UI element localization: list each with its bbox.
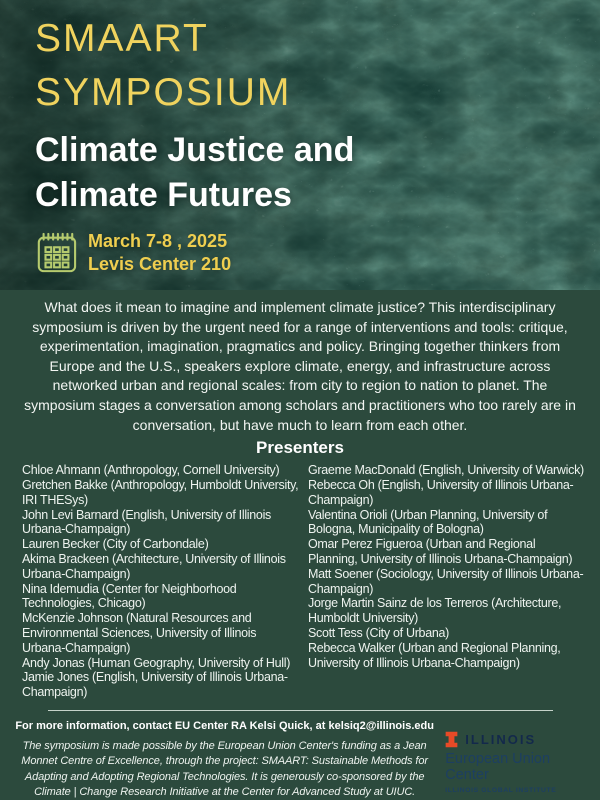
illinois-block-i-icon [445, 731, 458, 748]
presenters-heading: Presenters [256, 438, 344, 458]
illinois-wordmark: ILLINOIS [465, 732, 537, 748]
poster-title [35, 12, 580, 120]
illinois-euc-logo [445, 717, 594, 794]
title-line-2: SYMPOSIUM [35, 71, 292, 114]
presenters-columns [0, 463, 600, 700]
poster-subtitle [35, 128, 580, 218]
presenter-entry: Scott Tess (City of Urbana) [308, 625, 450, 640]
presenters-right-column [308, 463, 586, 700]
title-line-1: SMAART [35, 17, 209, 60]
presenter-entry: Omar Perez Figueroa (Urban and Regional Planning, University of Illinois Urbana-Champaign) [308, 537, 573, 566]
presenter-entry: Rebecca Walker (Urban and Regional Planning, University of Illinois Urbana-Champaign) [308, 640, 561, 670]
footer-row [0, 717, 600, 800]
presenter-entry: Chloe Ahmann (Anthropology, Cornell University) [22, 463, 280, 478]
footer-texts [4, 717, 445, 800]
event-location: Levis Center 210 [88, 254, 232, 274]
calendar-icon [35, 232, 77, 274]
presenter-entry: Nina Idemudia (Center for Neighborhood Technologies, Chicago) [22, 581, 237, 611]
hero-content [0, 0, 600, 276]
presenter-entry: Valentina Orioli (Urban Planning, University of Bologna, Municipality of Bologna) [308, 507, 548, 537]
presenter-entry: Akima Brackeen (Architecture, University of Illinois Urbana-Champaign) [22, 551, 286, 581]
presenter-entry: Gretchen Bakke (Anthropology, Humboldt University, IRI THESys) [22, 477, 299, 507]
logo-row [445, 731, 594, 748]
body-section [0, 298, 600, 800]
presenter-entry: Andy Jonas (Human Geography, University of Hull) [22, 655, 291, 670]
presenter-entry: Matt Soener (Sociology, University of Illinois Urbana-Champaign) [308, 566, 584, 596]
subtitle-line-2: Climate Futures [35, 176, 292, 214]
intro-paragraph: What does it mean to imagine and implement climate justice? This interdisciplinary symposium is driven by the urgent need for a range of interventions and tools: critique, experimentation, imagination, pragmatics and policy. Bringing together thinkers from Europe and the U.S., speakers explore climate, energy, and infrastructure across networked urban and regional scales: from city to region to nation to planet. The symposium stages a conversation among scholars and practitioners who too rarely are in conversation, but have much to learn from each other. [24, 299, 576, 433]
contact-line: For more information, contact EU Center RA Kelsi Quick, at kelsiq2@illinois.edu [15, 720, 434, 733]
funding-note: The symposium is made possible by the European Union Center's funding as a Jean Monnet Centre of Excellence, through the project: SMAART: Sustainable Methods for Adapting and Adopting Regional Technologies. It is generously co-sponsored by the Climate | Change Research Initiative at the Center for Advanced Study at UIUC. [21, 740, 428, 798]
presenter-entry: Jamie Jones (English, University of Illinois Urbana-Champaign) [22, 670, 288, 700]
presenter-entry: McKenzie Johnson (Natural Resources and Environmental Sciences, University of Illinois Urbana-Champaign) [22, 611, 257, 655]
footer-divider [48, 710, 553, 711]
presenters-left-column [22, 463, 300, 700]
presenter-entry: John Levi Barnard (English, University of Illinois Urbana-Champaign) [22, 507, 272, 537]
presenter-entry: Rebecca Oh (English, University of Illinois Urbana-Champaign) [308, 477, 574, 507]
event-date: March 7-8 , 2025 [88, 231, 228, 251]
logo-unit-name: European Union Center [445, 751, 551, 784]
footer [0, 710, 600, 800]
presenter-entry: Jorge Martin Sainz de los Terreros (Architecture, Humboldt University) [308, 596, 562, 626]
date-location-block [88, 230, 231, 276]
presenter-entry: Graeme MacDonald (English, University of Warwick) [308, 463, 584, 478]
subtitle-line-1: Climate Justice and [35, 131, 355, 169]
hero-section [0, 0, 600, 290]
logo-institute-name: ILLINOIS GLOBAL INSTITUTE [445, 787, 557, 795]
presenter-entry: Lauren Becker (City of Carbondale) [22, 537, 209, 552]
event-details [35, 230, 580, 276]
